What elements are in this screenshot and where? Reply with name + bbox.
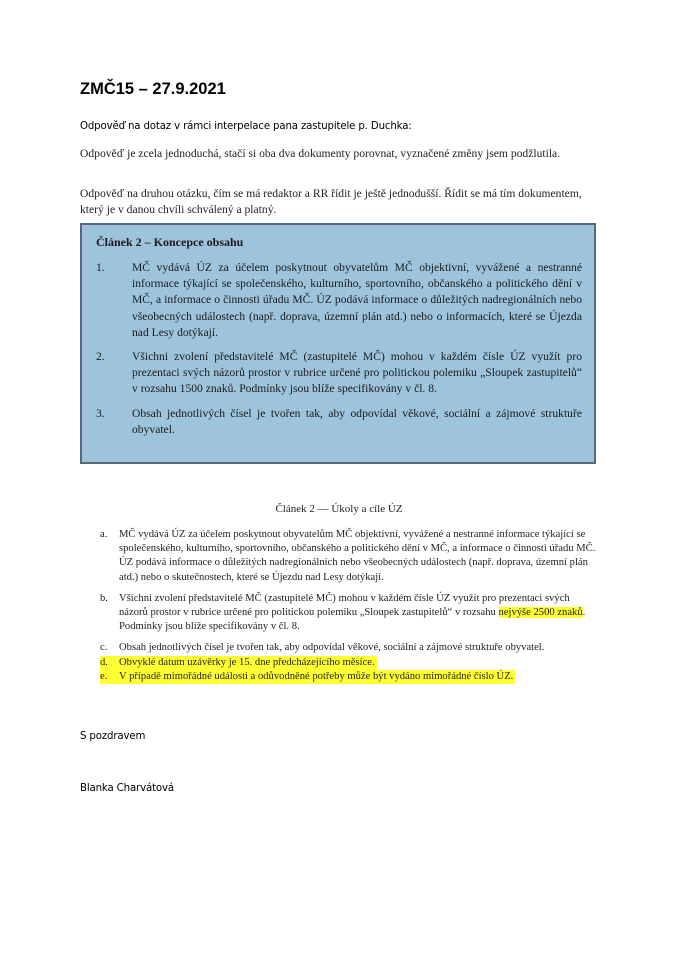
intro-line: Odpověď na dotaz v rámci interpelace pana zastupitele p. Duchka:	[80, 121, 412, 132]
item-text: MČ vydává ÚZ za účelem poskytnout obyvatelům MČ objektivní, vyvážené a nestranné informace týkající se společenského, kulturního, sportovního, občanského a politického dění v MČ, a informace o činnosti úřadu MČ. ÚZ podává informace o důležitých nadregionálních nebo všeobecných událostech (např. doprava, územní plán atd.) nebo o skutečnostech, které se Újezdu nad Lesy dotýkají.	[119, 529, 596, 583]
new-article-item-highlighted	[100, 656, 600, 670]
item-text-before: Všichni zvolení představitelé MČ (zastupitelé MČ) mohou v každém čísle ÚZ využít pro prezentaci svých názorů prostor v rubrice určené pro politickou polemiku „Sloupek zastupitelů“ v rozsahu	[119, 592, 570, 619]
old-article-item	[96, 406, 582, 438]
old-article-item	[96, 349, 582, 398]
new-article-list	[100, 528, 600, 684]
new-article-item	[100, 592, 600, 635]
old-article-item	[96, 260, 582, 341]
closing-greeting: S pozdravem	[80, 731, 146, 742]
item-text: Obsah jednotlivých čísel je tvořen tak, aby odpovídal věkové, sociální a zájmové struktuře obyvatel.	[119, 642, 545, 654]
item-letter: e.	[100, 670, 108, 682]
item-text: Obsah jednotlivých čísel je tvořen tak, aby odpovídal věkové, sociální a zájmové struktuře obyvatel.	[132, 406, 582, 436]
item-letter: c.	[100, 642, 108, 654]
new-article-item	[100, 528, 600, 585]
new-article-item	[100, 641, 600, 655]
highlighted-change	[100, 656, 377, 670]
answer-paragraph-1: Odpověď je zcela jednoduchá, stačí si oba dva dokumenty porovnat, vyznačené změny jsem podžlutila.	[80, 147, 561, 160]
item-number: 1.	[96, 261, 105, 274]
answer-paragraph-2: Odpověď na druhou otázku, čím se má redaktor a RR řídit je ještě jednodušší. Řídit se má tím dokumentem, který je v danou chvíli schválený a platný.	[80, 187, 582, 216]
highlighted-change	[100, 670, 515, 684]
item-letter: d.	[100, 656, 108, 668]
item-text-after: . Podmínky jsou blíže specifikovány v čl. 8.	[119, 607, 586, 633]
item-text: Všichni zvolení představitelé MČ (zastupitelé MČ) mohou v každém čísle ÚZ využít pro prezentaci svých názorů prostor v rubrice určené pro politickou polemiku „Sloupek zastupitelů“ v rozsahu 1500 znaků. Podmínky jsou blíže specifikovány v čl. 8.	[132, 350, 582, 396]
old-version-excerpt-box	[80, 223, 596, 464]
old-article-heading: Článek 2 – Koncepce obsahu	[96, 235, 244, 249]
item-letter: a.	[100, 529, 108, 540]
old-article-list	[96, 260, 582, 446]
item-text: V případě mimořádné události a odůvodněné potřeby může být vydáno mimořádné číslo ÚZ.	[119, 670, 514, 682]
new-article-item-highlighted	[100, 670, 600, 684]
item-letter: b.	[100, 592, 108, 604]
highlighted-change: nejvýše 2500 znaků	[498, 607, 583, 619]
document-title: ZMČ15 – 27.9.2021	[80, 80, 226, 98]
signature-name: Blanka Charvátová	[80, 783, 174, 794]
item-text: Obvyklé datum uzávěrky je 15. dne předcházejícího měsíce.	[119, 656, 375, 668]
item-number: 3.	[96, 406, 105, 420]
new-article-heading: Článek 2 — Úkoly a cíle ÚZ	[275, 503, 403, 515]
item-text: MČ vydává ÚZ za účelem poskytnout obyvatelům MČ objektivní, vyvážené a nestranné informace týkající se společenského, kulturního, sportovního, občanského a politického dění v MČ, a informace o činnosti úřadu MČ. ÚZ podává informace o důležitých nadregionálních nebo všeobecných událostech (např. doprava, územní plán atd.) nebo o informacích, které se Újezda nad Lesy dotýkají.	[132, 261, 582, 339]
item-number: 2.	[96, 350, 105, 364]
